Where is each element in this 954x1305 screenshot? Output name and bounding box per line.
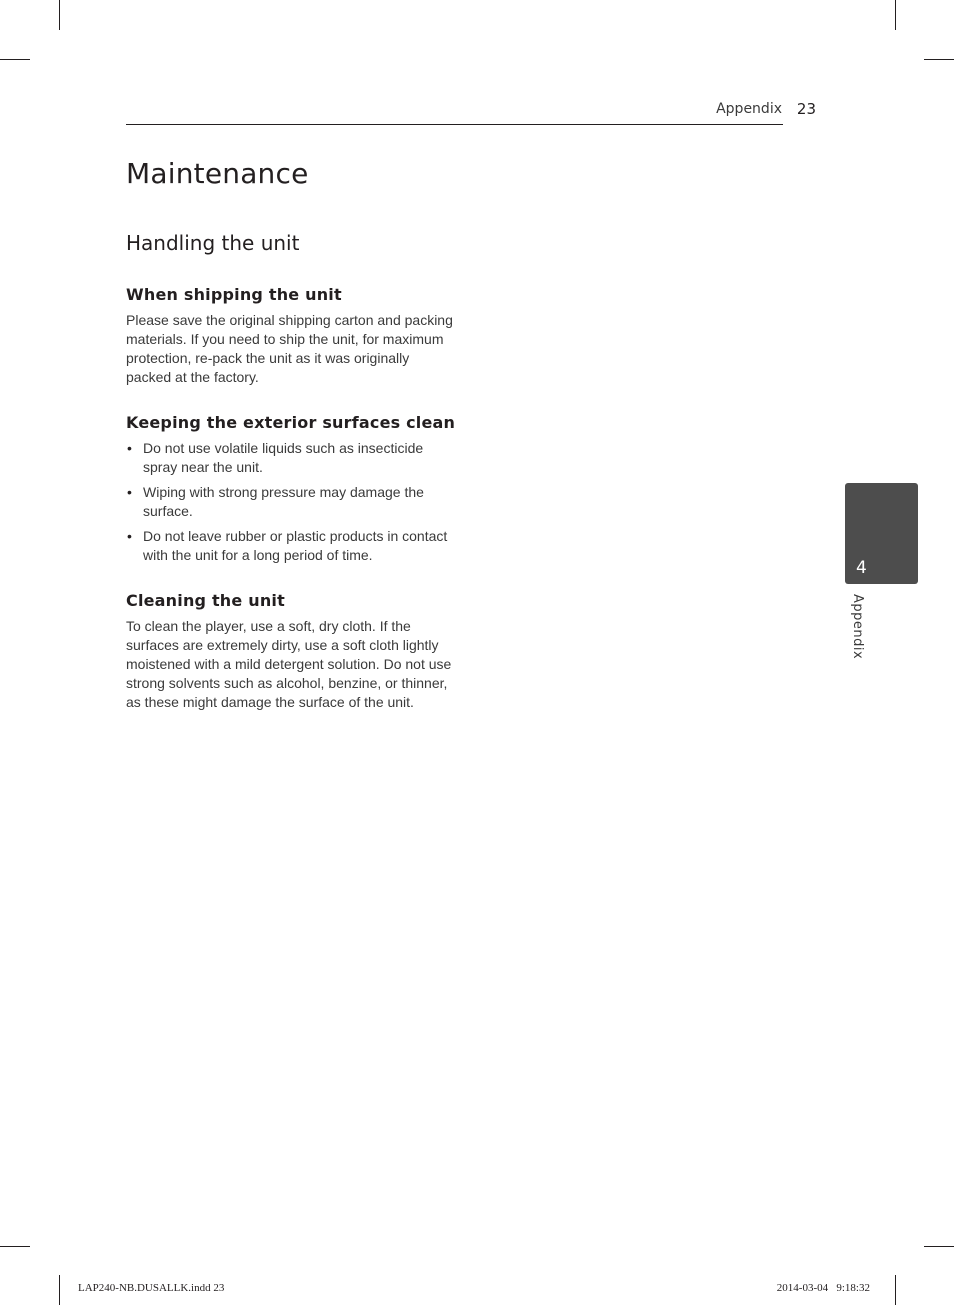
subsection-title: When shipping the unit [126,285,342,304]
list-item [126,527,456,565]
file-info: LAP240-NB.DUSALLK.indd 23 [78,1282,225,1294]
crop-mark [895,0,896,30]
list-item-text: Wiping with strong pressure may damage the surface. [143,484,424,519]
print-timestamp: 2014-03-04 9:18:32 [776,1282,870,1294]
crop-mark [59,1275,60,1305]
subsection-exterior [126,412,456,565]
list-item [126,483,456,521]
crop-mark [924,1246,954,1247]
subsection-title: Cleaning the unit [126,591,285,610]
subsection-text: Please save the original shipping carton and packing materials. If you need to ship the unit, for maximum protection, re-pack the unit as it was originally packed at the factory. [126,312,453,385]
page-title: Maintenance [126,157,309,190]
list-item-text: Do not leave rubber or plastic products in contact with the unit for a long period of time. [143,528,448,563]
running-title: Appendix [716,101,782,117]
chapter-label: Appendix [850,594,865,660]
subsection-title: Keeping the exterior surfaces clean [126,413,456,432]
page-number: 23 [796,100,816,118]
section-title: Handling the unit [126,231,300,255]
subsection-shipping [126,284,456,387]
chapter-number: 4 [856,558,867,578]
list-item [126,439,456,477]
header-rule [126,124,783,125]
main-content [126,154,456,712]
list-item-text: Do not use volatile liquids such as insecticide spray near the unit. [143,440,424,475]
crop-mark [0,59,30,60]
bullet-icon: • [127,440,132,456]
chapter-tab [845,483,918,584]
bullet-icon: • [127,484,132,500]
subsection-text: To clean the player, use a soft, dry cloth. If the surfaces are extremely dirty, use a soft cloth lightly moistened with a mild detergent solution. Do not use strong solvents such as alcohol, benzine, or thinner, as these might damage the surface of the unit. [126,618,452,710]
bullet-icon: • [127,528,132,544]
crop-mark [0,1246,30,1247]
crop-mark [895,1275,896,1305]
bullet-list [126,439,456,565]
subsection-cleaning [126,590,456,712]
running-header [126,100,816,122]
crop-mark [924,59,954,60]
crop-mark [59,0,60,30]
